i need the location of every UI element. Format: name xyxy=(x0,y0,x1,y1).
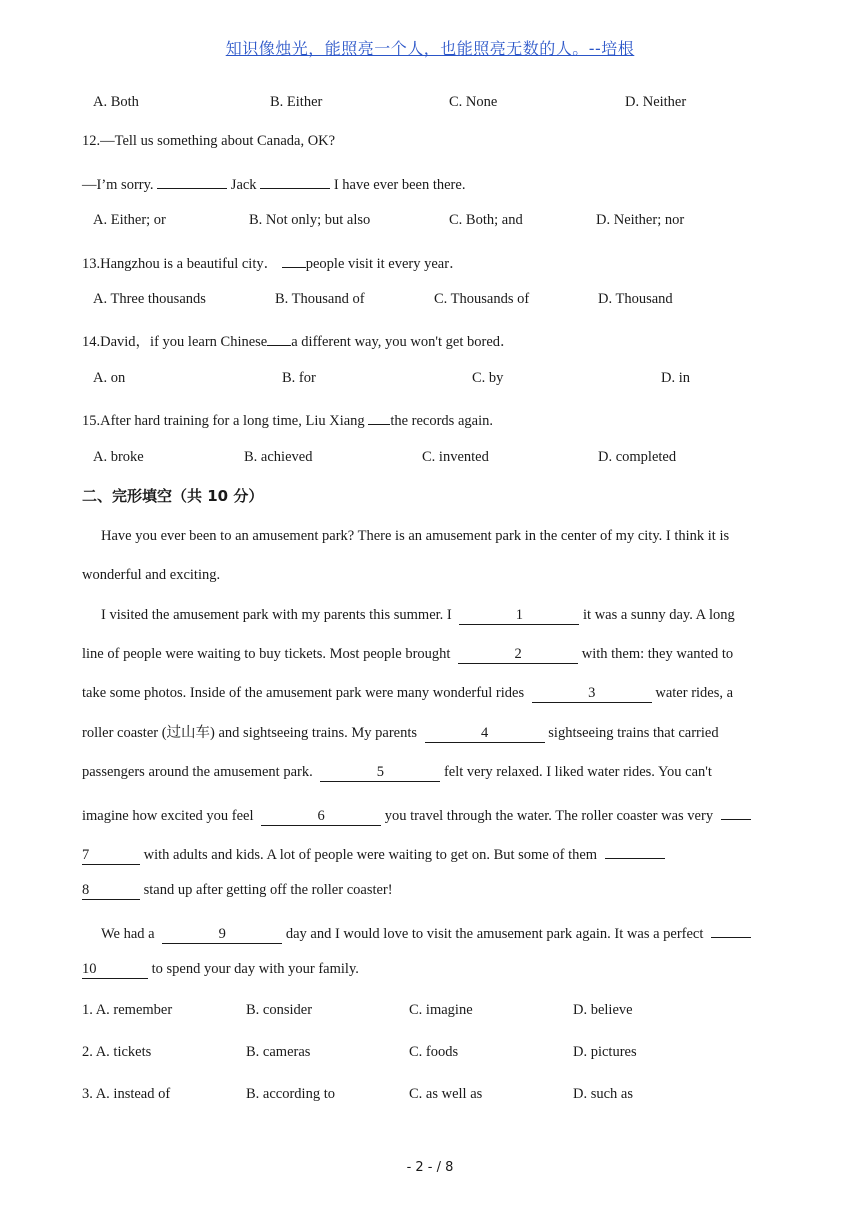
q13-stem-part: people visit it every year． xyxy=(305,256,464,272)
q11-option-d: D. Neither xyxy=(625,94,687,110)
cloze-blank-7: 7 xyxy=(82,847,140,865)
passage-text: I visited the amusement park with my parents this summer. I xyxy=(101,607,452,623)
choice-c: C. imagine xyxy=(409,1002,473,1018)
passage-line: wonderful and exciting. xyxy=(82,567,221,583)
q11-option-a: A. Both xyxy=(93,94,139,110)
choice-d: D. such as xyxy=(573,1086,634,1102)
cloze-blank-8-lead xyxy=(605,841,665,859)
passage-text: felt very relaxed. I liked water rides. You can't xyxy=(443,764,712,780)
q14-option-b: B. for xyxy=(282,370,316,386)
passage-text: roller coaster (过山车) and sightseeing trains. My parents xyxy=(82,725,418,741)
section-title: 二、完形填空（共 10 分） xyxy=(82,487,264,505)
choice-d: D. believe xyxy=(573,1002,633,1018)
choice-a: 1. A. remember xyxy=(82,1002,173,1018)
q12-option-b: B. Not only; but also xyxy=(249,212,371,228)
cloze-blank-5: 5 xyxy=(320,764,440,782)
passage-line xyxy=(82,841,782,865)
q15-blank xyxy=(368,407,390,425)
q12-option-c: C. Both; and xyxy=(449,212,523,228)
cloze-blank-2: 2 xyxy=(458,646,578,664)
q12-blank-1 xyxy=(157,171,227,189)
q15-option-d: D. completed xyxy=(598,449,677,465)
q15-stem-part: 15.After hard training for a long time, Liu Xiang xyxy=(82,413,365,429)
passage-text: take some photos. Inside of the amusement park were many wonderful rides xyxy=(82,685,525,701)
passage-line xyxy=(82,683,782,703)
passage-text: you travel through the water. The roller coaster was very xyxy=(384,808,714,824)
choice-c: C. as well as xyxy=(409,1086,483,1102)
q15-stem xyxy=(82,407,782,431)
choice-b: B. consider xyxy=(246,1002,313,1018)
q15-option-b: B. achieved xyxy=(244,449,313,465)
choice-b: B. cameras xyxy=(246,1044,311,1060)
passage-line xyxy=(101,920,801,944)
passage-line xyxy=(82,959,782,979)
passage-line xyxy=(82,880,782,900)
q12-blank-2 xyxy=(260,171,330,189)
q15-stem-part: the records again. xyxy=(390,413,493,429)
q12-reply-part: I have ever been there. xyxy=(333,177,466,193)
passage-line xyxy=(82,644,782,664)
passage-line xyxy=(82,802,782,826)
passage-line xyxy=(101,605,801,625)
q11-option-c: C. None xyxy=(449,94,498,110)
cloze-blank-4: 4 xyxy=(425,725,545,743)
q12-reply-part: Jack xyxy=(230,177,257,193)
cloze-blank-3: 3 xyxy=(532,685,652,703)
passage-text: imagine how excited you feel xyxy=(82,808,254,824)
q13-option-a: A. Three thousands xyxy=(93,291,206,307)
page-header-quote: 知识像烛光，能照亮一个人，也能照亮无数的人。--培根 xyxy=(225,39,635,58)
page-number: - 2 - / 8 xyxy=(406,1160,454,1175)
passage-text: with them: they wanted to xyxy=(581,646,734,662)
q13-blank xyxy=(282,250,306,268)
cloze-blank-10-lead xyxy=(711,920,751,938)
passage-text: passengers around the amusement park. xyxy=(82,764,313,780)
cloze-blank-9: 9 xyxy=(162,926,282,944)
choice-c: C. foods xyxy=(409,1044,459,1060)
passage-line xyxy=(82,762,782,782)
q14-option-a: A. on xyxy=(93,370,126,386)
cloze-blank-6: 6 xyxy=(261,808,381,826)
passage-text: to spend your day with your family. xyxy=(151,961,359,977)
q12-option-a: A. Either; or xyxy=(93,212,166,228)
choice-d: D. pictures xyxy=(573,1044,637,1060)
cloze-blank-8: 8 xyxy=(82,882,140,900)
choice-a: 2. A. tickets xyxy=(82,1044,152,1060)
passage-text: We had a xyxy=(101,926,155,942)
q12-option-d: D. Neither; nor xyxy=(596,212,685,228)
q12-reply xyxy=(82,171,782,195)
cloze-blank-1: 1 xyxy=(459,607,579,625)
q13-option-d: D. Thousand xyxy=(598,291,673,307)
q14-stem-part: a different way, you won't get bored． xyxy=(291,334,515,350)
passage-text: water rides, a xyxy=(655,685,734,701)
q13-option-b: B. Thousand of xyxy=(275,291,365,307)
q14-option-d: D. in xyxy=(661,370,690,386)
passage-text: line of people were waiting to buy tickets. Most people brought xyxy=(82,646,451,662)
q15-option-c: C. invented xyxy=(422,449,489,465)
passage-text: day and I would love to visit the amusement park again. It was a perfect xyxy=(285,926,704,942)
q12-reply-part: —I’m sorry. xyxy=(82,177,154,193)
passage-line: Have you ever been to an amusement park? There is an amusement park in the center of my city. I think it is xyxy=(101,528,730,544)
passage-text: with adults and kids. A lot of people were waiting to get on. But some of them xyxy=(143,847,598,863)
passage-line xyxy=(82,723,782,743)
cloze-blank-10: 10 xyxy=(82,961,148,979)
passage-text: stand up after getting off the roller coaster! xyxy=(143,882,393,898)
q14-stem-part: 14.David，if you learn Chinese xyxy=(82,334,268,350)
q14-stem xyxy=(82,328,782,352)
passage-text: it was a sunny day. A long xyxy=(583,607,735,623)
q13-stem xyxy=(82,250,782,274)
q15-option-a: A. broke xyxy=(93,449,144,465)
q13-option-c: C. Thousands of xyxy=(434,291,530,307)
q14-blank xyxy=(267,328,291,346)
q13-stem-part: 13.Hangzhou is a beautiful city． xyxy=(82,256,279,272)
choice-a: 3. A. instead of xyxy=(82,1086,171,1102)
passage-text: sightseeing trains that carried xyxy=(548,725,719,741)
q14-option-c: C. by xyxy=(472,370,504,386)
q12-stem: 12.—Tell us something about Canada, OK? xyxy=(82,133,336,149)
q11-option-b: B. Either xyxy=(270,94,323,110)
choice-b: B. according to xyxy=(246,1086,335,1102)
cloze-blank-7-lead xyxy=(721,802,751,820)
